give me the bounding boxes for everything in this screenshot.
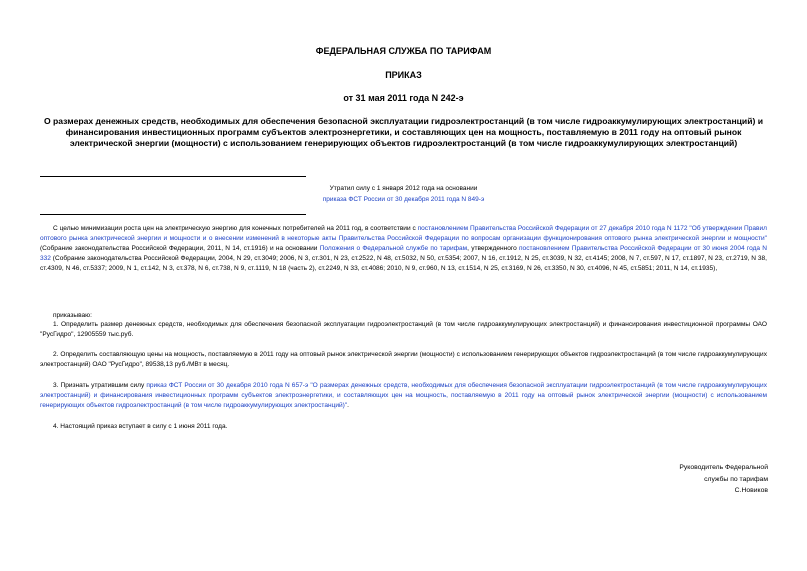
item-3-text: 3. Признать утратившим силу: [53, 382, 147, 389]
item-2: 2. Определить составляющую цены на мощность, поставляемую в 2011 году на оптовый рынок электрической энергии (мощности) с использованием генерирующих объектов гидроэлектростанций (в том числе гидроаккумулирующих электростанций) ОАО "РусГидро", 89538,13 руб./МВт в месяц.: [40, 351, 767, 369]
document-date-number: от 31 мая 2011 года N 242-э: [343, 93, 464, 103]
preamble-link-fst-regulation[interactable]: Положения о Федеральной службе по тарифам: [319, 245, 468, 253]
item-4: 4. Настоящий приказ вступает в силу с 1 июня 2011 года.: [53, 423, 228, 430]
preamble-paragraph: [40, 224, 767, 274]
item-3: [40, 381, 767, 411]
preamble-link-1172[interactable]: постановлением Правительства Российской Федерации от 27 декабря 2010 года N 1172 "Об утверждении Правил оптового рынка электрической энергии и мощности и о внесении изменений в некоторые акты Правительства Российской Федерации по вопросам организации функционирования оптового рынка электрической энергии и мощности": [40, 225, 767, 243]
lost-force-text: Утратил силу с 1 января 2012 года на основании: [329, 185, 478, 192]
preamble-text-3: , утвержденного: [467, 245, 520, 253]
document-title: О размерах денежных средств, необходимых для обеспечения безопасной эксплуатации гидроэлектростанций (в том числе гидроаккумулирующих электростанций) и финансирования инвестиционных программ субъектов электроэнергетики, и составляющих цен на мощность, поставляемую в 2011 году на оптовый рынок электрической энергии (мощности) с использованием генерирующих объектов гидроэлектростанций (в том числе гидроаккумулирующих электростанций): [43, 116, 764, 149]
preamble-text-1: С целью минимизации роста цен на электрическую энергию для конечных потребителей на 2011 год, в соответствии с: [53, 225, 418, 232]
order-word: приказываю:: [53, 312, 92, 319]
lost-force-note: [40, 184, 767, 205]
divider-top: [40, 176, 306, 177]
item-1: 1. Определить размер денежных средств, необходимых для обеспечения безопасной эксплуатации гидроэлектростанций (в том числе гидроаккумулирующих электростанций) и финансирования инвестиционной программы ОАО "РусГидро", 12905559 тыс.руб.: [40, 321, 767, 339]
preamble-text-4: (Собрание законодательства Российской Федерации, 2004, N 29, ст.3049; 2006, N 3, ст.301, N 23, ст.2522, N 48, ст.5032, N 50, ст.5354; 2007, N 16, ст.1912, N 25, ст.3039, N 32, ст.4145; 2008, N 7, ст.597, N 17, ст.1897, N 23, ст.2719, N 38, ст.4309, N 46, ст.5337; 2009, N 1, ст.142, N 3, ст.378, N 6, ст.738, N 9, ст.1119, N 18 (часть 2), ст.2249, N 33, ст.4086; 2010, N 9, ст.960, N 13, ст.1514, N 25, ст.3169, N 26, ст.3350, N 30, ст.4096, N 45, ст.5851; 2011, N 14, ст.1935),: [40, 255, 767, 273]
item-3-link-657[interactable]: приказ ФСТ России от 30 декабря 2010 года N 657-э "О размерах денежных средств, необходимых для обеспечения безопасной эксплуатации гидроэлектростанций (в том числе гидроаккумулирующих электростанций) и финансирования инвестиционных программ субъектов электроэнергетики, и составляющих цен на мощность, поставляемую в 2011 году на оптовый рынок электрической энергии (мощности) с использованием генерирующих объектов гидроэлектростанций (в том числе гидроаккумулирующих электростанций)": [40, 382, 767, 410]
lost-force-link[interactable]: приказа ФСТ России от 30 декабря 2011 года N 849-э: [322, 195, 485, 203]
signature-position: Руководитель Федеральной: [679, 464, 768, 471]
document-type: ПРИКАЗ: [385, 70, 422, 80]
preamble-link-332[interactable]: постановлением Правительства Российской Федерации от 30 июня 2004 года N 332: [40, 245, 767, 263]
signature-agency: службы по тарифам: [704, 475, 768, 483]
preamble-text-2: (Собрание законодательства Российской Федерации, 2011, N 14, ст.1916) и на основании: [40, 245, 320, 253]
agency-name: ФЕДЕРАЛЬНАЯ СЛУЖБА ПО ТАРИФАМ: [315, 46, 492, 56]
signature-block: [679, 462, 768, 497]
item-3-end: .: [347, 402, 349, 410]
signature-name: С.Новиков: [734, 487, 768, 494]
divider-bottom: [40, 214, 306, 215]
